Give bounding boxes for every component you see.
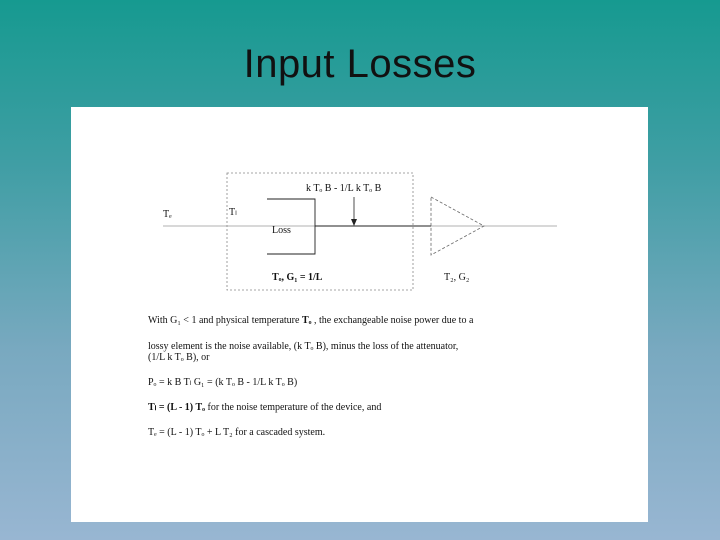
noise-diagram (71, 107, 648, 307)
text-line-6: Tₑ = (L - 1) Tₒ + L T₂ for a cascaded system. (148, 427, 326, 438)
slide-title: Input Losses (243, 42, 477, 86)
text-line-5 (148, 402, 381, 413)
label-te: Tₑ (163, 209, 172, 220)
text-line-5b: for the noise temperature of the device, and (205, 402, 382, 413)
label-tl: Tₗ (229, 207, 237, 218)
label-loss: Loss (272, 225, 291, 236)
label-t2: T₂, G₂ (444, 272, 470, 283)
text-line-2: lossy element is the noise available, (k Tₒ B), minus the loss of the attenuator, (148, 341, 459, 352)
text-line-5a: Tₗ = (L - 1) Tₒ (148, 402, 205, 413)
text-line-1b: Tₒ (301, 315, 312, 326)
text-line-3: (1/L k Tₒ B), or (148, 352, 210, 363)
label-top: k Tₒ B - 1/L k Tₒ B (306, 183, 382, 194)
label-bottom: Tₒ, G₁ = 1/L (272, 272, 323, 283)
text-line-1a: With G₁ < 1 and physical temperature (148, 315, 302, 326)
text-line-1 (148, 315, 473, 326)
text-line-1c: , the exchangeable noise power due to a (311, 315, 474, 326)
arrow-head (351, 219, 357, 226)
content-panel (71, 107, 648, 522)
text-line-4: Pₒ = k B Tₗ G₁ = (k Tₒ B - 1/L k Tₒ B) (148, 377, 298, 388)
